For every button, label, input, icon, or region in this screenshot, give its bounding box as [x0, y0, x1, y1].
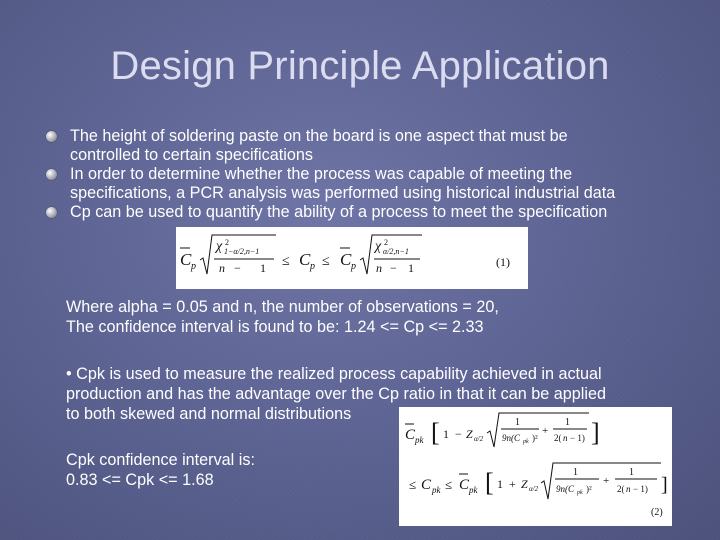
cpk-description-line: • Cpk is used to measure the realized process capability achieved in actual	[66, 365, 602, 383]
bullet-icon	[46, 131, 57, 142]
svg-text:− 1): − 1)	[570, 433, 585, 443]
cpk-interval-line: 0.83 <= Cpk <= 1.68	[66, 471, 214, 489]
svg-text:]: ]	[591, 418, 600, 447]
slide-title: Design Principle Application	[110, 44, 610, 88]
svg-text:−: −	[234, 261, 241, 275]
svg-text:1: 1	[565, 417, 570, 428]
svg-text:− 1): − 1)	[633, 484, 648, 494]
svg-text:2(: 2(	[554, 433, 562, 443]
svg-text:+: +	[509, 477, 516, 491]
svg-text:+: +	[542, 425, 549, 437]
cpk-description-line: production and has the advantage over the Cp ratio in that it can be applied	[66, 385, 606, 403]
svg-text:−: −	[455, 427, 462, 441]
svg-text:≤: ≤	[322, 254, 330, 269]
bullet-text-line: In order to determine whether the process was capable of meeting the	[70, 165, 573, 183]
cpk-interval-line: Cpk confidence interval is:	[66, 451, 255, 469]
result-line: The confidence interval is found to be: 1.24 <= Cp <= 2.33	[66, 318, 484, 336]
svg-text:2: 2	[384, 238, 388, 247]
formula-1-number: (1)	[496, 255, 510, 269]
svg-text:α/2: α/2	[474, 435, 484, 443]
svg-text:9n(C: 9n(C	[556, 484, 574, 494]
svg-text:α/2: α/2	[529, 485, 539, 493]
svg-text:1: 1	[629, 467, 634, 478]
svg-text:+: +	[603, 475, 610, 487]
svg-text:pk: pk	[415, 435, 424, 445]
svg-text:pk: pk	[469, 485, 478, 495]
bullet-text-line: Cp can be used to quantify the ability of a process to meet the specification	[70, 203, 608, 221]
bullet-text-line: The height of soldering paste on the board is one aspect that must be	[70, 127, 568, 145]
svg-text:)²: )²	[532, 433, 538, 443]
svg-text:[: [	[485, 468, 494, 497]
svg-text:n: n	[563, 433, 568, 443]
svg-text:1: 1	[408, 261, 414, 275]
svg-text:≤: ≤	[409, 477, 417, 492]
svg-text:n: n	[376, 261, 382, 275]
svg-text:n: n	[626, 484, 631, 494]
svg-text:C: C	[405, 427, 416, 443]
svg-text:1−α/2,n−1: 1−α/2,n−1	[224, 247, 260, 256]
svg-text:C: C	[340, 250, 352, 269]
bullet-item	[46, 203, 706, 222]
cpk-interval-text	[66, 450, 386, 490]
svg-text:9n(C: 9n(C	[502, 433, 520, 443]
svg-text:)²: )²	[586, 484, 592, 494]
formula-2-image	[399, 407, 672, 526]
svg-text:p: p	[351, 261, 356, 272]
svg-text:χ: χ	[375, 239, 382, 254]
svg-text:p: p	[191, 261, 196, 272]
svg-text:1: 1	[443, 427, 449, 441]
svg-text:Z: Z	[466, 427, 473, 441]
svg-text:≤: ≤	[445, 477, 453, 492]
svg-text:pk: pk	[523, 439, 529, 445]
svg-text:1: 1	[260, 261, 266, 275]
svg-text:χ: χ	[216, 239, 223, 254]
svg-text:C: C	[459, 477, 470, 493]
svg-text:≤: ≤	[282, 254, 290, 269]
bullet-icon	[46, 207, 57, 218]
svg-text:pk: pk	[432, 485, 441, 495]
svg-text:C: C	[180, 250, 192, 269]
svg-text:2(: 2(	[617, 484, 625, 494]
svg-text:2: 2	[225, 238, 229, 247]
bullet-list	[46, 127, 706, 222]
svg-text:C: C	[421, 477, 432, 493]
result-line: Where alpha = 0.05 and n, the number of observations = 20,	[66, 298, 499, 316]
svg-text:α/2,n−1: α/2,n−1	[383, 247, 409, 256]
svg-text:[: [	[431, 418, 440, 447]
cpk-description-line: to both skewed and normal distributions	[66, 405, 352, 423]
svg-text:1: 1	[497, 477, 503, 491]
svg-text:−: −	[390, 261, 397, 275]
svg-text:n: n	[219, 261, 225, 275]
formula-1-image	[176, 227, 528, 289]
bullet-item	[46, 127, 706, 165]
result-text	[66, 297, 626, 337]
bullet-icon	[46, 169, 57, 180]
svg-text:1: 1	[573, 467, 578, 478]
svg-text:]: ]	[661, 474, 668, 496]
svg-text:C: C	[299, 250, 311, 269]
svg-text:p: p	[310, 261, 315, 272]
svg-text:1: 1	[515, 417, 520, 428]
formula-2-number: (2)	[651, 507, 663, 518]
bullet-text-line: specifications, a PCR analysis was performed using historical industrial data	[70, 184, 616, 202]
bullet-item	[46, 165, 706, 203]
svg-text:pk: pk	[577, 490, 583, 496]
bullet-text-line: controlled to certain specifications	[70, 146, 313, 164]
svg-text:Z: Z	[521, 477, 528, 491]
